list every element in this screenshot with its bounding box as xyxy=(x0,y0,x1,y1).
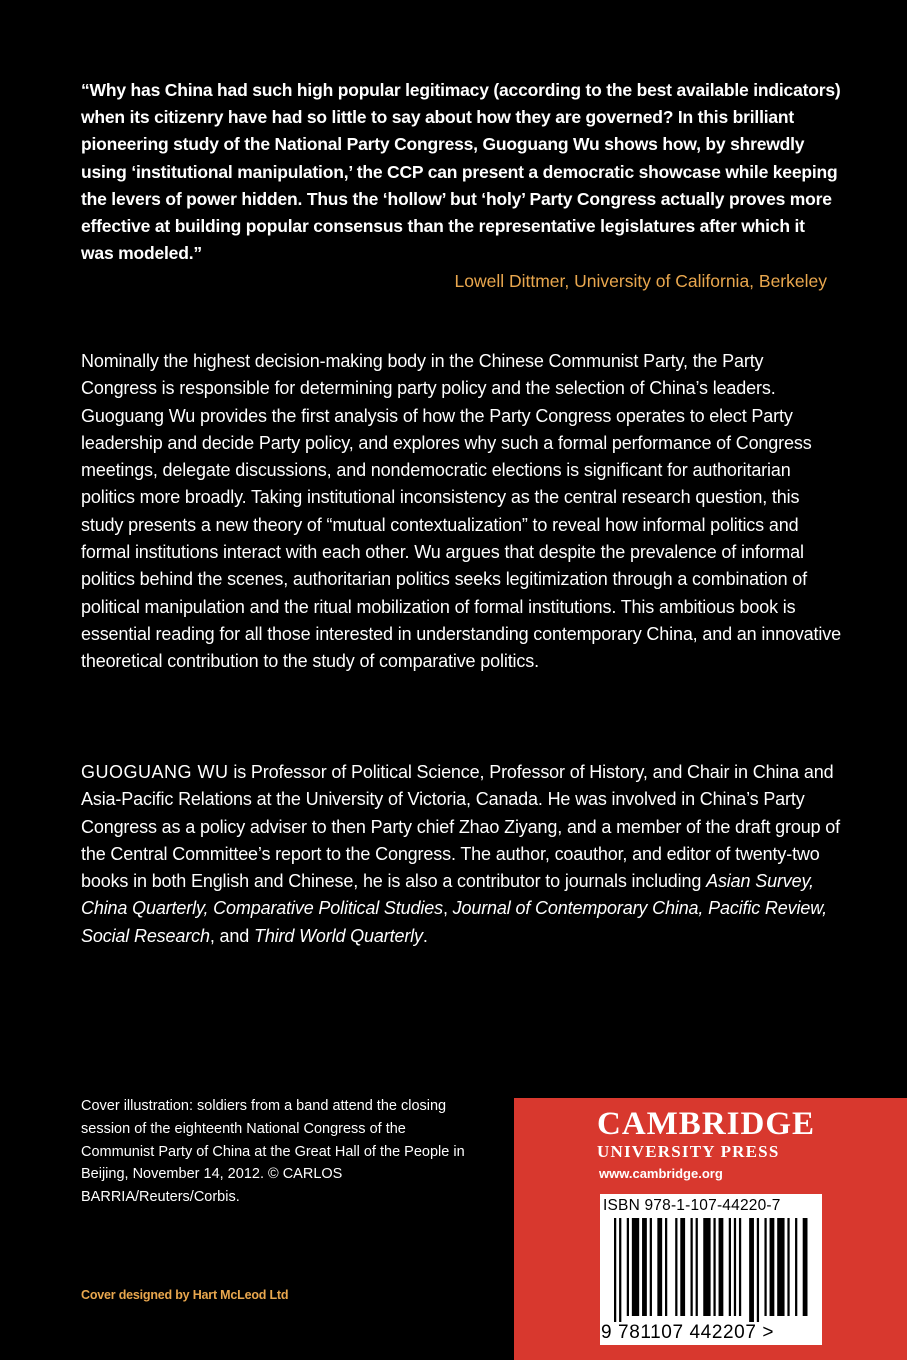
barcode-bar xyxy=(729,1218,731,1316)
publisher-subtitle: UNIVERSITY PRESS xyxy=(597,1142,780,1161)
barcode-digits: 9 781107 442207 > xyxy=(601,1322,775,1343)
author-name: GUOGUANG WU xyxy=(81,762,229,782)
barcode-bar xyxy=(691,1218,693,1316)
journal-list-1: Asian Survey, China Quarterly, Comparative Political Studies xyxy=(81,871,814,919)
barcode-bar xyxy=(619,1218,621,1322)
barcode-bar xyxy=(734,1218,736,1316)
barcode-bar xyxy=(787,1218,789,1316)
journal-list-2: Journal of Contemporary China, Pacific Review, Social Research xyxy=(81,898,827,946)
barcode-bar xyxy=(632,1218,639,1316)
barcode-bar xyxy=(795,1218,797,1316)
bio-end: . xyxy=(422,925,428,946)
cover-designer-credit: Cover designed by Hart McLeod Ltd xyxy=(81,1288,289,1302)
barcode-bar xyxy=(650,1218,652,1316)
bio-separator: , and xyxy=(209,925,254,946)
isbn-label: ISBN 978-1-107-44220-7 xyxy=(603,1197,781,1214)
barcode-bar xyxy=(764,1218,766,1316)
journal-list-3: Third World Quarterly xyxy=(253,925,423,946)
author-bio xyxy=(81,759,841,950)
barcode-bar xyxy=(749,1218,754,1322)
barcode xyxy=(600,1194,822,1345)
barcode-bar xyxy=(642,1218,647,1316)
barcode-bar xyxy=(614,1218,616,1322)
barcode-bar xyxy=(803,1218,808,1316)
barcode-bar xyxy=(703,1218,710,1316)
barcode-bar xyxy=(757,1218,759,1322)
barcode-bar xyxy=(739,1218,741,1316)
barcode-bar xyxy=(665,1218,667,1316)
bio-separator: , xyxy=(442,898,453,919)
publisher-name: CAMBRIDGE xyxy=(597,1106,816,1142)
barcode-bar xyxy=(713,1218,715,1316)
barcode-bar xyxy=(680,1218,685,1316)
barcode-bar xyxy=(657,1218,662,1316)
barcode-bar xyxy=(719,1218,724,1316)
publisher-panel xyxy=(514,1098,907,1360)
cover-illustration-credit: Cover illustration: soldiers from a band attend the closing session of the eighteenth National Congress of the Communist Party of China at the Great Hall of the People in Beijing, November 14, 2012. © CARLOS BARRIA/Reuters/Corbis. xyxy=(81,1098,465,1206)
bio-text: is Professor of Political Science, Professor of History, and Chair in China and Asia-Pacific Relations at the University of Victoria, Canada. He was involved in China’s Party Congress as a policy adviser to then Party chief Zhao Ziyang, and a member of the draft group of the Central Committee’s report to the Congress. The author, coauthor, and editor of twenty-two books in both English and Chinese, he is also a contributor to journals including xyxy=(81,762,841,892)
quote-attribution: Lowell Dittmer, University of California, Berkeley xyxy=(454,271,827,291)
barcode-bar xyxy=(770,1218,775,1316)
barcode-bar xyxy=(777,1218,784,1316)
publisher-url: www.cambridge.org xyxy=(599,1166,723,1181)
barcode-bar xyxy=(696,1218,698,1316)
book-description: Nominally the highest decision-making body in the Chinese Communist Party, the Party Congress is responsible for determining party policy and the selection of China’s leaders. Guoguang Wu provides the first analysis of how the Party Congress operates to elect Party leadership and decide Party policy, and explores why such a formal performance of Congress meetings, delegate discussions, and nondemocratic elections is significant for authoritarian politics more broadly. Taking institutional inconsistency as the central research question, this study presents a new theory of “mutual contextualization” to reveal how informal politics and formal institutions interact with each other. Wu argues that despite the prevalence of informal politics behind the scenes, authoritarian politics seeks legitimization through a combination of political manipulation and the ritual mobilization of formal institutions. This ambitious book is essential reading for all those interested in understanding contemporary China, and an innovative theoretical contribution to the study of comparative politics. xyxy=(81,351,841,672)
barcode-bar xyxy=(627,1218,629,1316)
barcode-bar xyxy=(675,1218,677,1316)
praise-quote: “Why has China had such high popular legitimacy (according to the best available indicators) when its citizenry have had so little to say about how they are governed? In this brilliant pioneering study of the National Party Congress, Guoguang Wu shows how, by shrewdly using ‘institutional manipulation,’ the CCP can present a democratic showcase while keeping the levers of power hidden. Thus the ‘hollow’ but ‘holy’ Party Congress actually proves more effective at building popular consensus than the representative legislatures after which it was modeled.” xyxy=(81,80,841,264)
